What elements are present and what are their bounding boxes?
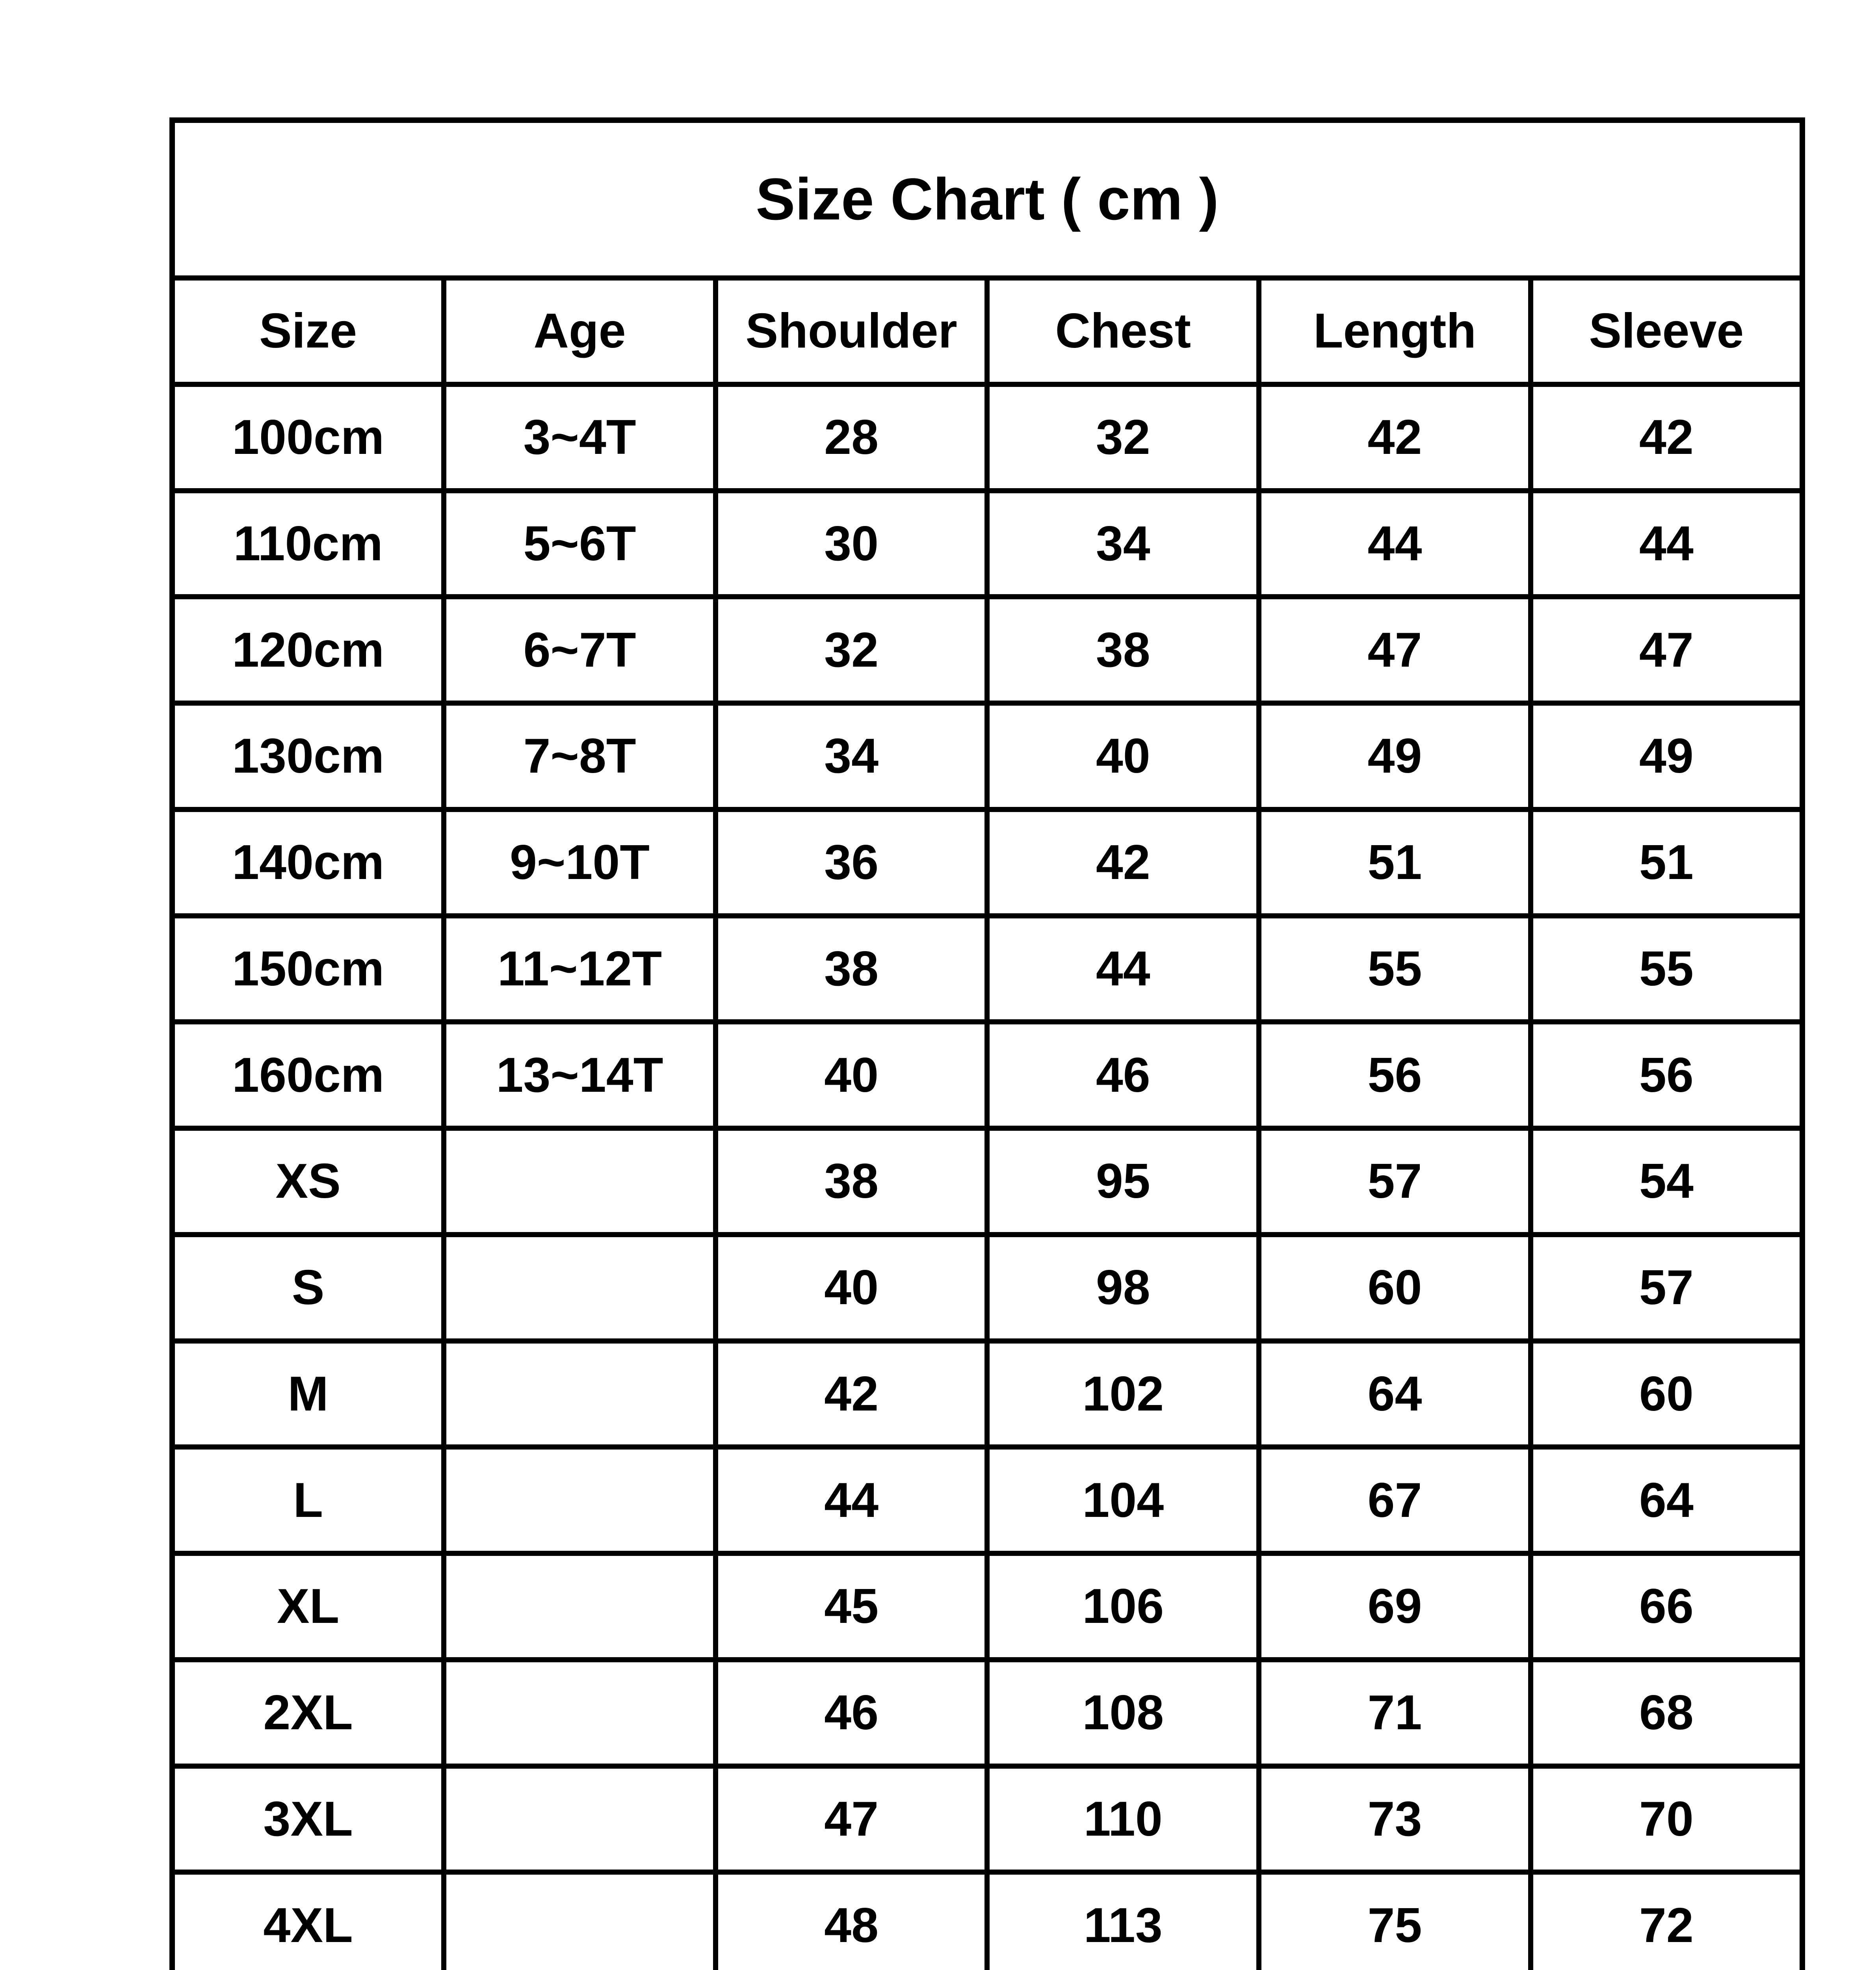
cell-chest: 38 xyxy=(987,597,1259,703)
cell-age xyxy=(444,1766,716,1872)
cell-size: 140cm xyxy=(172,809,444,916)
table-row xyxy=(172,1234,1802,1341)
cell-shoulder: 32 xyxy=(715,597,987,703)
cell-shoulder: 34 xyxy=(715,703,987,810)
cell-length: 69 xyxy=(1259,1554,1531,1660)
cell-size: S xyxy=(172,1234,444,1341)
table-row xyxy=(172,1554,1802,1660)
cell-sleeve: 56 xyxy=(1531,1022,1802,1128)
cell-shoulder: 45 xyxy=(715,1554,987,1660)
size-chart-table xyxy=(169,117,1805,1970)
cell-age xyxy=(444,1872,716,1970)
cell-sleeve: 51 xyxy=(1531,809,1802,916)
cell-length: 67 xyxy=(1259,1447,1531,1554)
cell-shoulder: 38 xyxy=(715,1128,987,1235)
cell-chest: 32 xyxy=(987,384,1259,491)
cell-shoulder: 40 xyxy=(715,1022,987,1128)
column-header-shoulder: Shoulder xyxy=(715,278,987,385)
cell-chest: 95 xyxy=(987,1128,1259,1235)
title-row xyxy=(172,120,1802,278)
cell-age: 3~4T xyxy=(444,384,716,491)
table-row xyxy=(172,597,1802,703)
cell-size: 110cm xyxy=(172,491,444,597)
cell-chest: 46 xyxy=(987,1022,1259,1128)
cell-length: 57 xyxy=(1259,1128,1531,1235)
cell-age: 13~14T xyxy=(444,1022,716,1128)
cell-age xyxy=(444,1660,716,1766)
table-row xyxy=(172,809,1802,916)
cell-size: 120cm xyxy=(172,597,444,703)
cell-size: XS xyxy=(172,1128,444,1235)
table-row xyxy=(172,1447,1802,1554)
cell-size: XL xyxy=(172,1554,444,1660)
cell-age: 6~7T xyxy=(444,597,716,703)
cell-size: 160cm xyxy=(172,1022,444,1128)
cell-length: 71 xyxy=(1259,1660,1531,1766)
cell-sleeve: 60 xyxy=(1531,1341,1802,1447)
table-row xyxy=(172,384,1802,491)
cell-length: 56 xyxy=(1259,1022,1531,1128)
cell-sleeve: 70 xyxy=(1531,1766,1802,1872)
cell-length: 49 xyxy=(1259,703,1531,810)
cell-chest: 40 xyxy=(987,703,1259,810)
cell-sleeve: 57 xyxy=(1531,1234,1802,1341)
cell-size: 150cm xyxy=(172,916,444,1022)
cell-shoulder: 46 xyxy=(715,1660,987,1766)
cell-age xyxy=(444,1341,716,1447)
cell-chest: 102 xyxy=(987,1341,1259,1447)
cell-shoulder: 40 xyxy=(715,1234,987,1341)
table-row xyxy=(172,1022,1802,1128)
cell-length: 51 xyxy=(1259,809,1531,916)
cell-size: 130cm xyxy=(172,703,444,810)
table-row xyxy=(172,1660,1802,1766)
cell-age: 11~12T xyxy=(444,916,716,1022)
cell-chest: 34 xyxy=(987,491,1259,597)
cell-size: L xyxy=(172,1447,444,1554)
cell-sleeve: 54 xyxy=(1531,1128,1802,1235)
column-header-size: Size xyxy=(172,278,444,385)
column-header-sleeve: Sleeve xyxy=(1531,278,1802,385)
cell-size: 100cm xyxy=(172,384,444,491)
cell-age xyxy=(444,1554,716,1660)
cell-chest: 108 xyxy=(987,1660,1259,1766)
cell-length: 75 xyxy=(1259,1872,1531,1970)
table-row xyxy=(172,916,1802,1022)
cell-sleeve: 72 xyxy=(1531,1872,1802,1970)
cell-sleeve: 55 xyxy=(1531,916,1802,1022)
cell-sleeve: 68 xyxy=(1531,1660,1802,1766)
header-row xyxy=(172,278,1802,385)
cell-shoulder: 30 xyxy=(715,491,987,597)
cell-size: 2XL xyxy=(172,1660,444,1766)
cell-chest: 44 xyxy=(987,916,1259,1022)
cell-length: 60 xyxy=(1259,1234,1531,1341)
column-header-age: Age xyxy=(444,278,716,385)
cell-sleeve: 44 xyxy=(1531,491,1802,597)
cell-age: 9~10T xyxy=(444,809,716,916)
cell-chest: 113 xyxy=(987,1872,1259,1970)
cell-chest: 42 xyxy=(987,809,1259,916)
cell-age: 5~6T xyxy=(444,491,716,597)
cell-size: 3XL xyxy=(172,1766,444,1872)
cell-sleeve: 42 xyxy=(1531,384,1802,491)
table-row xyxy=(172,1872,1802,1970)
table-row xyxy=(172,1341,1802,1447)
cell-age xyxy=(444,1128,716,1235)
size-chart-body xyxy=(172,120,1802,1970)
cell-chest: 104 xyxy=(987,1447,1259,1554)
cell-shoulder: 48 xyxy=(715,1872,987,1970)
cell-age: 7~8T xyxy=(444,703,716,810)
cell-sleeve: 64 xyxy=(1531,1447,1802,1554)
column-header-length: Length xyxy=(1259,278,1531,385)
cell-length: 64 xyxy=(1259,1341,1531,1447)
table-row xyxy=(172,703,1802,810)
cell-chest: 110 xyxy=(987,1766,1259,1872)
table-title: Size Chart ( cm ) xyxy=(172,120,1802,278)
cell-length: 55 xyxy=(1259,916,1531,1022)
table-row xyxy=(172,1766,1802,1872)
cell-sleeve: 49 xyxy=(1531,703,1802,810)
column-header-chest: Chest xyxy=(987,278,1259,385)
cell-length: 73 xyxy=(1259,1766,1531,1872)
cell-sleeve: 66 xyxy=(1531,1554,1802,1660)
cell-chest: 106 xyxy=(987,1554,1259,1660)
table-row xyxy=(172,491,1802,597)
cell-shoulder: 44 xyxy=(715,1447,987,1554)
cell-age xyxy=(444,1234,716,1341)
cell-shoulder: 36 xyxy=(715,809,987,916)
cell-length: 42 xyxy=(1259,384,1531,491)
cell-chest: 98 xyxy=(987,1234,1259,1341)
cell-shoulder: 38 xyxy=(715,916,987,1022)
cell-size: 4XL xyxy=(172,1872,444,1970)
cell-shoulder: 42 xyxy=(715,1341,987,1447)
cell-sleeve: 47 xyxy=(1531,597,1802,703)
table-row xyxy=(172,1128,1802,1235)
cell-shoulder: 28 xyxy=(715,384,987,491)
cell-length: 44 xyxy=(1259,491,1531,597)
cell-shoulder: 47 xyxy=(715,1766,987,1872)
cell-size: M xyxy=(172,1341,444,1447)
cell-age xyxy=(444,1447,716,1554)
cell-length: 47 xyxy=(1259,597,1531,703)
